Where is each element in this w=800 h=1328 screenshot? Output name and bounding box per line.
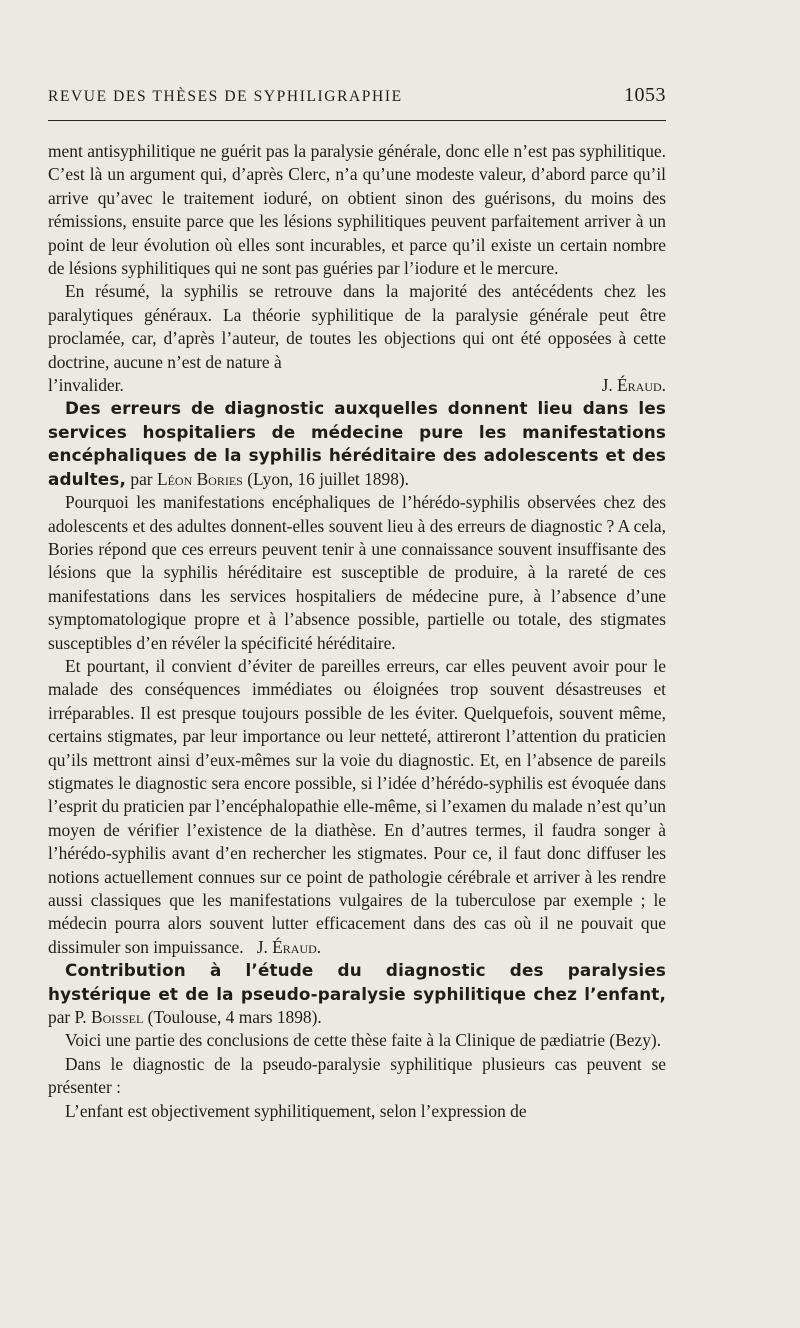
page-header (48, 84, 666, 107)
section3-citation-author: Boissel (91, 1007, 144, 1028)
section3-paragraph1: Voici une partie des conclusions de cette thèse faite à la Clinique de pædiatrie (Bezy). (65, 1030, 662, 1051)
section1-signature-line (48, 374, 666, 397)
section2-paragraph1: Pourquoi les manifestations encéphaliques de l’hérédo-syphilis observées chez des adolescents et des adultes donnent-elles souvent lieu à des erreurs de diagnostic ? A cela, Bories répond que ces erreurs peuvent tenir à une connaissance souvent insuffisante des lésions que la syphilis héréditaire est susceptible de produire, à la rareté de ces manifestations dans les services hospitaliers de médecine pure, à l’absence d’une symptomatologique propre et à l’absence possible, partielle ou totale, des stigmates susceptibles d’en révéler la spécificité héréditaire. (48, 492, 666, 653)
section1-paragraph1: ment antisyphilitique ne guérit pas la paralysie générale, donc elle n’est pas syphilitique. C’est là un argument qui, d’après Clerc, n’a qu’une modeste valeur, d’abord parce qu’il arrive qu’avec le traitement ioduré, on obtient sinon des guérisons, du moins des rémissions, ensuite parce que les lésions syphilitiques peuvent parfaitement arriver à un point de leur évolution où elles sont incurables, et parce qu’il existe un certain nombre de lésions syphilitiques qui ne sont pas guéries par l’iodure et le mercure. (48, 141, 666, 279)
section1-signature: J. Éraud. (601, 375, 666, 396)
section3-heading (48, 959, 666, 1029)
section3-paragraph3: L’enfant est objectivement syphilitiquement, selon l’expression de (65, 1100, 527, 1121)
section2-paragraph2: Et pourtant, il convient d’éviter de pareilles erreurs, car elles peuvent avoir pour le malade des conséquences immédiates ou éloignées trop souvent désastreuses et irréparables. Il est presque toujours possible de les éviter. Quelquefois, souvent même, certains stigmates, par leur importance ou leur netteté, attireront l’attention du praticien qu’ils mettront ainsi d’eux-mêmes sur la voie du diagnostic. Et, en l’absence de pareils stigmates le diagnostic sera encore possible, si l’idée d’hérédo-syphilis est évoquée dans l’esprit du praticien par l’encéphalopathie elle-même, si l’examen du malade n’est qu’un moyen de vérifier l’existence de la diathèse. En d’autres termes, il faudra songer à l’hérédo-syphilis avant d’en rechercher les stigmates. Pour ce, il faut donc diffuser les notions actuellement connues sur ce point de pathologie cérébrale et arriver à les rendre aussi classiques que les manifestations vulgaires de la tuberculose par exemple ; le médecin pourra alors souvent lutter efficacement dans des cas où il ne pouvait que dissimuler son impuissance. (48, 655, 666, 957)
section2-heading (48, 397, 666, 491)
section3-paragraph2: Dans le diagnostic de la pseudo-paralysie syphilitique plusieurs cas peuvent se présenter : (48, 1053, 666, 1098)
section1-paragraph2-last: l’invalider. (48, 375, 124, 396)
section2-citation-pre: par (130, 468, 153, 489)
section2-signature: J. Éraud. (256, 936, 322, 957)
page-number: 1053 (624, 84, 666, 106)
section3-citation-pre: par P. (48, 1007, 87, 1028)
body-text (48, 140, 666, 1123)
section1-paragraph2: En résumé, la syphilis se retrouve dans la majorité des antécédents chez les paralytiques généraux. La théorie syphilitique de la paralysie générale peut être proclamée, car, d’après l’auteur, de toutes les objections qui ont été opposées à cette doctrine, aucune n’est de nature à (48, 281, 666, 372)
section2-citation-post: (Lyon, 16 juillet 1898). (247, 468, 410, 489)
section3-title: Contribution à l’étude du diagnostic des paralysies hystérique et de la pseudo-paralysie syphilitique chez l’enfant, (48, 960, 666, 1004)
running-title: REVUE DES THÈSES DE SYPHILIGRAPHIE (48, 88, 403, 105)
header-rule (48, 120, 666, 121)
section3-citation-post: (Toulouse, 4 mars 1898). (147, 1007, 322, 1028)
section2-paragraph2-wrap (48, 655, 666, 959)
section2-title: Des erreurs de diagnostic auxquelles donnent lieu dans les services hospitaliers de médecine pure les manifestations encéphaliques de la syphilis héréditaire des adolescents et des adultes, (48, 398, 666, 489)
section2-citation-author: Léon Bories (156, 468, 243, 489)
